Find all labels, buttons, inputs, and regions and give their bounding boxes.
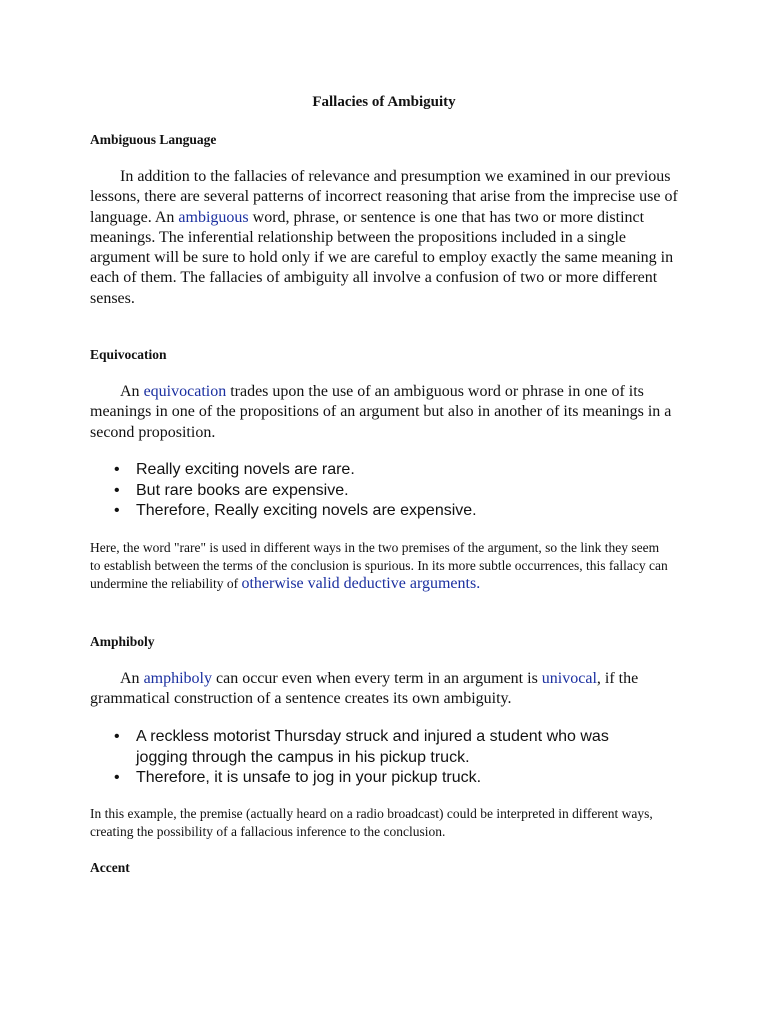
list-item [90, 501, 650, 522]
amphiboly-example-list [90, 727, 642, 789]
heading-accent: Accent [90, 860, 130, 875]
list-item [90, 481, 650, 502]
heading-equivocation: Equivocation [90, 347, 167, 362]
paragraph-ambiguous-language [90, 167, 686, 309]
page-title: Fallacies of Ambiguity [312, 94, 456, 110]
link-amphiboly[interactable]: amphiboly [143, 670, 212, 687]
link-valid-deductive-arguments[interactable]: otherwise valid deductive arguments [241, 575, 477, 592]
text-segment: trades upon the use of an ambiguous word or phrase in one of its meanings in one of the propositions of an argument but also in another of its meanings in a second proposition. [90, 383, 672, 441]
list-item-text: A reckless motorist Thursday struck and injured a student who was jogging through the campus in his pickup truck. [136, 728, 609, 766]
text-segment: An [120, 670, 144, 687]
list-item-text: Therefore, Really exciting novels are expensive. [136, 502, 477, 519]
list-item-text: Therefore, it is unsafe to jog in your pickup truck. [136, 769, 482, 786]
text-segment: . [476, 575, 481, 592]
text-segment: , if the grammatical construction of a sentence creates its own ambiguity. [90, 670, 639, 708]
paragraph-amphiboly-explanation: In this example, the premise (actually heard on a radio broadcast) could be interpreted in different ways, creating the possibility of a fallacious inference to the conclusion. [90, 806, 653, 839]
link-univocal[interactable]: univocal [541, 670, 597, 687]
paragraph-equivocation-explanation [90, 539, 670, 593]
bullet-icon: • [114, 481, 120, 499]
text-segment: Here, the word "rare" is used in different ways in the two premises of the argument, so the link they seem to establish between the terms of the conclusion is spurious. In its more subtle occurrences, this fallacy can undermine the reliability of [90, 540, 668, 591]
heading-amphiboly: Amphiboly [90, 634, 155, 649]
text-segment: An [120, 383, 144, 400]
paragraph-equivocation [90, 382, 686, 443]
list-item [90, 460, 650, 481]
list-item [90, 727, 642, 768]
link-ambiguous[interactable]: ambiguous [178, 208, 249, 226]
text-segment: word, phrase, or sentence is one that has two or more distinct meanings. The inferential relationship between the propositions included in a single argument will be sure to hold only if we are careful to employ exactly the same meaning in each of them. The fallacies of ambiguity all involve a confusion of two or more different senses. [90, 208, 674, 307]
list-item-text: Really exciting novels are rare. [136, 461, 355, 478]
bullet-icon: • [114, 769, 120, 786]
text-segment: In addition to the fallacies of relevance and presumption we examined in our previous lessons, there are several patterns of incorrect reasoning that arise from the imprecise use of language. An [90, 168, 678, 226]
bullet-icon: • [114, 461, 120, 478]
text-segment: can occur even when every term in an argument is [212, 670, 542, 687]
link-equivocation[interactable]: equivocation [143, 383, 227, 400]
bullet-icon: • [114, 728, 120, 745]
list-item-text: But rare books are expensive. [136, 481, 349, 499]
paragraph-amphiboly [90, 669, 686, 710]
heading-ambiguous-language: Ambiguous Language [90, 132, 217, 147]
bullet-icon: • [114, 502, 120, 519]
equivocation-example-list [90, 460, 650, 522]
list-item [90, 768, 642, 789]
